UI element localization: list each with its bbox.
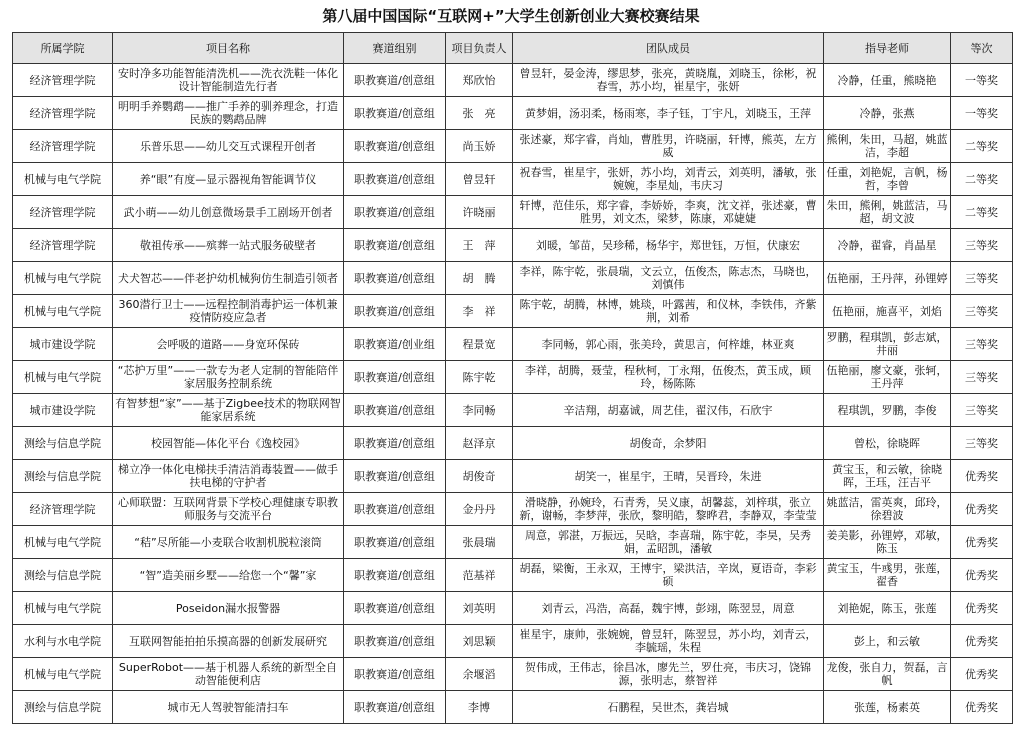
track-cell: 职教赛道/创意组: [344, 130, 446, 163]
advisors-cell: 姜美影，孙锂婷，邓敏，陈玉: [824, 526, 951, 559]
leader-cell: 李 祥: [446, 295, 513, 328]
award-cell: 二等奖: [951, 196, 1013, 229]
leader-cell: 陈宇乾: [446, 361, 513, 394]
leader-cell: 许晓丽: [446, 196, 513, 229]
track-cell: 职教赛道/创意组: [344, 262, 446, 295]
leader-cell: 胡俊奇: [446, 460, 513, 493]
project-name-cell: 360潜行卫士——远程控制消毒护运一体机兼疫情防疫应急者: [113, 295, 344, 328]
track-cell: 职教赛道/创意组: [344, 691, 446, 724]
advisors-cell: 伍艳丽，廖文豪，张轲，王丹萍: [824, 361, 951, 394]
advisors-cell: 伍艳丽，施喜平，刘焰: [824, 295, 951, 328]
team-members-cell: 陈宇乾，胡腾，林博，姚琰，叶露茜，和仪林，李铁伟，齐紫荆，刘希: [513, 295, 824, 328]
track-cell: 职教赛道/创意组: [344, 625, 446, 658]
college-cell: 机械与电气学院: [13, 526, 113, 559]
header-track: 赛道组别: [344, 33, 446, 64]
advisors-cell: 黄宝玉，牛彧男，张莲，翟香: [824, 559, 951, 592]
team-members-cell: 辛洁翔，胡嘉诚，周艺佳，翟汉伟，石欣宇: [513, 394, 824, 427]
leader-cell: 余堰滔: [446, 658, 513, 691]
team-members-cell: 石鹏程，吴世杰，龚岩城: [513, 691, 824, 724]
leader-cell: 金丹丹: [446, 493, 513, 526]
advisors-cell: 罗鹏，程琪凯，彭志斌，井丽: [824, 328, 951, 361]
track-cell: 职教赛道/创业组: [344, 328, 446, 361]
college-cell: 机械与电气学院: [13, 163, 113, 196]
college-cell: 经济管理学院: [13, 229, 113, 262]
college-cell: 机械与电气学院: [13, 295, 113, 328]
project-name-cell: “芯护万里”——一款专为老人定制的智能陪伴家居服务控制系统: [113, 361, 344, 394]
track-cell: 职教赛道/创意组: [344, 64, 446, 97]
award-cell: 三等奖: [951, 229, 1013, 262]
leader-cell: 刘思颖: [446, 625, 513, 658]
award-cell: 优秀奖: [951, 592, 1013, 625]
college-cell: 测绘与信息学院: [13, 460, 113, 493]
team-members-cell: 胡笑一，崔星宇，王晴，吴晋玲，朱进: [513, 460, 824, 493]
advisors-cell: 程琪凯，罗鹏，李俊: [824, 394, 951, 427]
team-members-cell: 贺伟成，王伟志，徐昌冰，廖先兰，罗仕亮，韦庆习，饶锦源，张明志，蔡智祥: [513, 658, 824, 691]
project-name-cell: “秸”尽所能—小麦联合收割机脱粒滚筒: [113, 526, 344, 559]
advisors-cell: 任重，刘艳妮，言帆，杨哲，李曾: [824, 163, 951, 196]
team-members-cell: 刘青云，冯浩，高磊，魏宇博，彭翊，陈翌昱，周意: [513, 592, 824, 625]
project-name-cell: 会呼吸的道路——身宽环保砖: [113, 328, 344, 361]
table-row: [13, 163, 1013, 196]
award-cell: 一等奖: [951, 97, 1013, 130]
table-row: [13, 691, 1013, 724]
track-cell: 职教赛道/创意组: [344, 592, 446, 625]
award-cell: 优秀奖: [951, 493, 1013, 526]
track-cell: 职教赛道/创意组: [344, 526, 446, 559]
leader-cell: 程景宽: [446, 328, 513, 361]
table-row: [13, 592, 1013, 625]
project-name-cell: 有智梦想“家”——基于Zigbee技术的物联网智能家居系统: [113, 394, 344, 427]
table-row: [13, 493, 1013, 526]
table-row: [13, 64, 1013, 97]
advisors-cell: 朱田，熊俐，姚蓝洁，马超，胡文波: [824, 196, 951, 229]
award-cell: 优秀奖: [951, 625, 1013, 658]
team-members-cell: 李祥，胡腾，聂莹，程秋柯，丁永翔，伍俊杰，黄玉成，顾玲，杨陈陈: [513, 361, 824, 394]
project-name-cell: 敬祖传承——殡葬一站式服务破壁者: [113, 229, 344, 262]
header-award: 等次: [951, 33, 1013, 64]
advisors-cell: 黄宝玉，和云敏，徐晓晖，王珏，汪吉平: [824, 460, 951, 493]
table-row: [13, 97, 1013, 130]
award-cell: 三等奖: [951, 361, 1013, 394]
college-cell: 测绘与信息学院: [13, 559, 113, 592]
award-cell: 优秀奖: [951, 460, 1013, 493]
track-cell: 职教赛道/创意组: [344, 97, 446, 130]
award-cell: 三等奖: [951, 394, 1013, 427]
table-row: [13, 625, 1013, 658]
table-row: [13, 196, 1013, 229]
college-cell: 经济管理学院: [13, 196, 113, 229]
award-cell: 优秀奖: [951, 526, 1013, 559]
header-advisors: 指导老师: [824, 33, 951, 64]
advisors-cell: 刘艳妮，陈玉，张莲: [824, 592, 951, 625]
track-cell: 职教赛道/创意组: [344, 229, 446, 262]
advisors-cell: 冷静，任重，熊晓艳: [824, 64, 951, 97]
team-members-cell: 李祥，陈宇乾，张晨瑞，文云立，伍俊杰，陈志杰，马晓也，刘慎伟: [513, 262, 824, 295]
leader-cell: 刘英明: [446, 592, 513, 625]
table-header-row: [13, 33, 1013, 64]
award-cell: 三等奖: [951, 427, 1013, 460]
table-row: [13, 658, 1013, 691]
leader-cell: 曾昱轩: [446, 163, 513, 196]
project-name-cell: 养“眼”有度—显示器视角智能调节仪: [113, 163, 344, 196]
track-cell: 职教赛道/创意组: [344, 394, 446, 427]
header-leader: 项目负责人: [446, 33, 513, 64]
team-members-cell: 滑晓静，孙婉玲，石青秀，吴义康，胡馨蕊，刘梓琪，张立新，谢畅，李梦萍，张欣，黎明皓，黎晔君，李静双，李莹莹: [513, 493, 824, 526]
advisors-cell: 张莲，杨素英: [824, 691, 951, 724]
team-members-cell: 李同畅，郭心雨，张美玲，黄思言，何梓雄，林亚爽: [513, 328, 824, 361]
track-cell: 职教赛道/创意组: [344, 361, 446, 394]
team-members-cell: 刘暖，邹苗，吴珍稀，杨华宇，郑世钰，万恒，伏康宏: [513, 229, 824, 262]
header-project-name: 项目名称: [113, 33, 344, 64]
table-row: [13, 526, 1013, 559]
college-cell: 经济管理学院: [13, 130, 113, 163]
award-cell: 二等奖: [951, 130, 1013, 163]
leader-cell: 张晨瑞: [446, 526, 513, 559]
award-cell: 三等奖: [951, 295, 1013, 328]
award-cell: 优秀奖: [951, 691, 1013, 724]
award-cell: 优秀奖: [951, 559, 1013, 592]
advisors-cell: 伍艳丽，王丹萍，孙锂婷: [824, 262, 951, 295]
table-row: [13, 427, 1013, 460]
table-body: [13, 64, 1013, 724]
college-cell: 机械与电气学院: [13, 658, 113, 691]
leader-cell: 胡 腾: [446, 262, 513, 295]
project-name-cell: SuperRobot——基于机器人系统的新型全自动智能便利店: [113, 658, 344, 691]
track-cell: 职教赛道/创意组: [344, 295, 446, 328]
track-cell: 职教赛道/创意组: [344, 196, 446, 229]
track-cell: 职教赛道/创意组: [344, 460, 446, 493]
team-members-cell: 胡俊奇，余梦阳: [513, 427, 824, 460]
header-team-members: 团队成员: [513, 33, 824, 64]
leader-cell: 王 萍: [446, 229, 513, 262]
award-cell: 二等奖: [951, 163, 1013, 196]
leader-cell: 郑欣怡: [446, 64, 513, 97]
track-cell: 职教赛道/创意组: [344, 559, 446, 592]
project-name-cell: 明明手养鹦鹉——推广手养的驯养理念，打造民族的鹦鹉品牌: [113, 97, 344, 130]
leader-cell: 赵泽京: [446, 427, 513, 460]
table-row: [13, 229, 1013, 262]
leader-cell: 李博: [446, 691, 513, 724]
table-row: [13, 328, 1013, 361]
college-cell: 经济管理学院: [13, 64, 113, 97]
team-members-cell: 张述豪，郑字睿，肖灿，曹胜男，许晓丽，轩博，熊英，左方威: [513, 130, 824, 163]
table-row: [13, 559, 1013, 592]
award-cell: 优秀奖: [951, 658, 1013, 691]
team-members-cell: 曾昱轩，晏金涛，缪思梦，张亮，黄晓胤，刘晓玉，徐彬，祝春雪，苏小均，崔星宇，张妍: [513, 64, 824, 97]
college-cell: 机械与电气学院: [13, 361, 113, 394]
college-cell: 机械与电气学院: [13, 262, 113, 295]
advisors-cell: 姚蓝洁，雷英爽，邱玲，徐碧波: [824, 493, 951, 526]
college-cell: 城市建设学院: [13, 394, 113, 427]
team-members-cell: 胡磊，梁衡，王永双，王博宇，梁洪洁，辛岚，夏语奇，李彩硕: [513, 559, 824, 592]
advisors-cell: 冷静，张燕: [824, 97, 951, 130]
project-name-cell: 乐普乐思——幼儿交互式课程开创者: [113, 130, 344, 163]
award-cell: 三等奖: [951, 262, 1013, 295]
college-cell: 经济管理学院: [13, 97, 113, 130]
project-name-cell: 安时净多功能智能清洗机——洗衣洗鞋一体化设计智能制造先行者: [113, 64, 344, 97]
leader-cell: 张 亮: [446, 97, 513, 130]
track-cell: 职教赛道/创意组: [344, 427, 446, 460]
award-cell: 三等奖: [951, 328, 1013, 361]
table-row: [13, 460, 1013, 493]
leader-cell: 李同畅: [446, 394, 513, 427]
college-cell: 测绘与信息学院: [13, 427, 113, 460]
team-members-cell: 祝春雪，崔星宇，张妍，苏小均，刘青云，刘英明，潘敏，张婉婉，李星灿，韦庆习: [513, 163, 824, 196]
table-row: [13, 262, 1013, 295]
advisors-cell: 冷静，翟睿，肖晶星: [824, 229, 951, 262]
advisors-cell: 曾松，徐晓晖: [824, 427, 951, 460]
table-row: [13, 130, 1013, 163]
page-title: 第八届中国国际“互联网+”大学生创新创业大赛校赛结果: [322, 7, 700, 25]
project-name-cell: 犬犬智芯——伴老护幼机械狗仿生制造引领者: [113, 262, 344, 295]
advisors-cell: 彭上，和云敏: [824, 625, 951, 658]
leader-cell: 范基祥: [446, 559, 513, 592]
track-cell: 职教赛道/创意组: [344, 658, 446, 691]
college-cell: 城市建设学院: [13, 328, 113, 361]
college-cell: 机械与电气学院: [13, 592, 113, 625]
results-table: [12, 32, 1013, 724]
table-row: [13, 295, 1013, 328]
track-cell: 职教赛道/创意组: [344, 163, 446, 196]
advisors-cell: 熊俐，朱田，马超，姚蓝洁，李超: [824, 130, 951, 163]
track-cell: 职教赛道/创意组: [344, 493, 446, 526]
award-cell: 一等奖: [951, 64, 1013, 97]
project-name-cell: 梯立净一体化电梯扶手清洁消毒装置——做手扶电梯的守护者: [113, 460, 344, 493]
college-cell: 经济管理学院: [13, 493, 113, 526]
project-name-cell: 校园智能—体化平台《逸校园》: [113, 427, 344, 460]
advisors-cell: 龙俊，张自力，贺磊，言帆: [824, 658, 951, 691]
team-members-cell: 周意，郭湛，万振远，吴晗，李喜瑞，陈宇乾，李昊，吴秀娟，孟昭凯，潘敏: [513, 526, 824, 559]
project-name-cell: 互联网智能拍拍乐摸高器的创新发展研究: [113, 625, 344, 658]
team-members-cell: 黄梦娟，汤羽柔，杨雨寒，李子钰，丁宇凡，刘晓玉，王萍: [513, 97, 824, 130]
leader-cell: 尚玉娇: [446, 130, 513, 163]
team-members-cell: 崔星宇，康帅，张婉婉，曾昱轩，陈翌昱，苏小均，刘青云，李毓瑶，朱程: [513, 625, 824, 658]
project-name-cell: 武小萌——幼儿创意微场景手工剧场开创者: [113, 196, 344, 229]
project-name-cell: Poseidon漏水报警器: [113, 592, 344, 625]
project-name-cell: “智”造美丽乡墅——给您一个“馨”家: [113, 559, 344, 592]
college-cell: 水利与水电学院: [13, 625, 113, 658]
table-row: [13, 394, 1013, 427]
college-cell: 测绘与信息学院: [13, 691, 113, 724]
project-name-cell: 心师联盟：互联网背景下学校心理健康专职教师服务与交流平台: [113, 493, 344, 526]
project-name-cell: 城市无人驾驶智能清扫车: [113, 691, 344, 724]
table-row: [13, 361, 1013, 394]
header-college: 所属学院: [13, 33, 113, 64]
team-members-cell: 轩博，范佳乐，郑字睿，李娇娇，李爽，沈文祥，张述豪，曹胜男，刘文杰，梁梦，陈康，邓婕婕: [513, 196, 824, 229]
